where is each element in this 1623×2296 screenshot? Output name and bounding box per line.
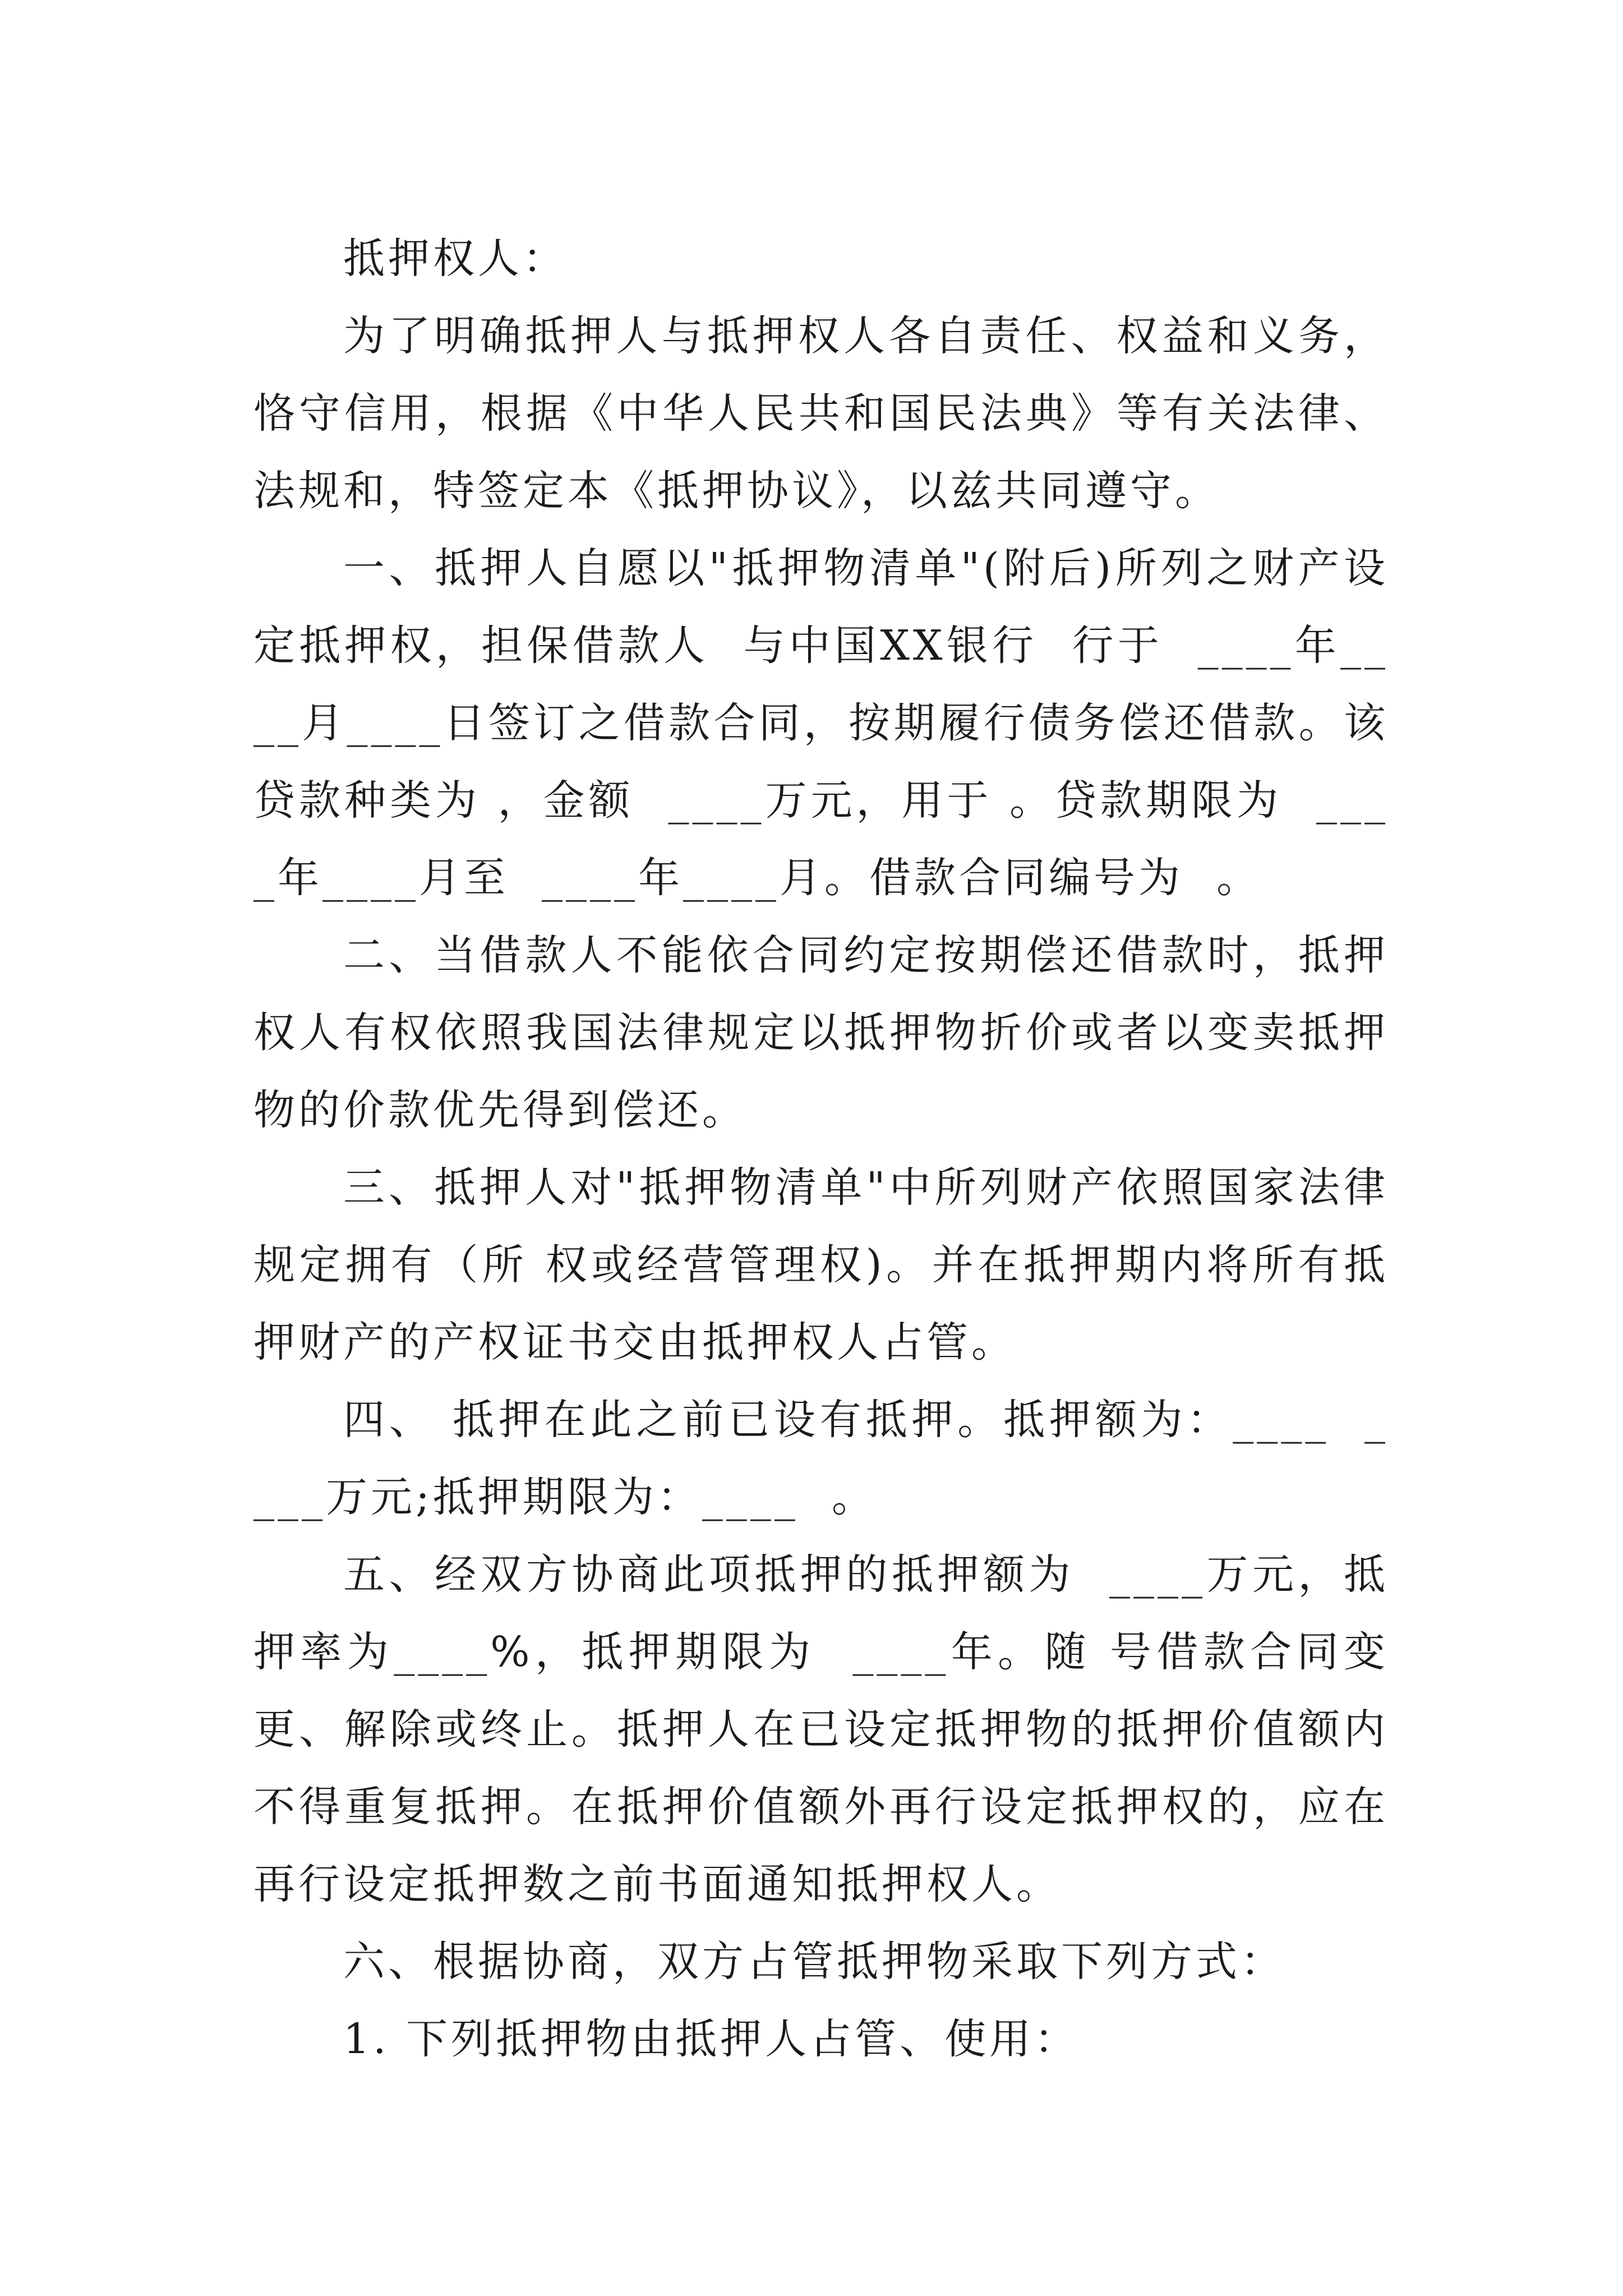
paragraph-clause-4: 四、 抵押在此之前已设有抵押。抵押额为：____ ____万元;抵押期限为：____ 。 xyxy=(253,1396,1389,1521)
paragraph-clause-1: 一、抵押人自愿以"抵押物清单"(附后)所列之财产设定抵押权，担保借款人 与中国XX银行 行于 ____年____月____日签订之借款合同，按期履行债务偿还借款。该贷款种类为 ，金额 ____万元，用于 。贷款期限为 ____年____月至 ____年____月。借款合同编号为 。 xyxy=(253,544,1389,902)
paragraph-clause-2: 二、当借款人不能依合同约定按期偿还借款时，抵押权人有权依照我国法律规定以抵押物折价或者以变卖抵押物的价款优先得到偿还。 xyxy=(253,931,1389,1134)
paragraph-clause-3: 三、抵押人对"抵押物清单"中所列财产依照国家法律规定拥有（所 权或经营管理权)。并在抵押期内将所有抵押财产的产权证书交由抵押权人占管。 xyxy=(253,1163,1389,1366)
paragraph-clause-6-item-1: 1. 下列抵押物由抵押人占管、使用： xyxy=(343,2015,1080,2063)
paragraph-preamble: 为了明确抵押人与抵押权人各自责任、权益和义务，恪守信用，根据《中华人民共和国民法典》等有关法律、法规和，特签定本《抵押协议》，以兹共同遵守。 xyxy=(253,312,1389,515)
document-body xyxy=(253,220,1389,2078)
paragraph-clause-5: 五、经双方协商此项抵押的抵押额为 ____万元，抵押率为____%，抵押期限为 ____年。随 号借款合同变更、解除或终止。抵押人在已设定抵押物的抵押价值额内不得重复抵押。在抵押价值额外再行设定抵押权的，应在再行设定抵押数之前书面通知抵押权人。 xyxy=(253,1550,1389,1908)
paragraph-mortgagee: 抵押权人： xyxy=(343,234,568,283)
paragraph-clause-6: 六、根据协商，双方占管抵押物采取下列方式： xyxy=(343,1938,1285,1986)
